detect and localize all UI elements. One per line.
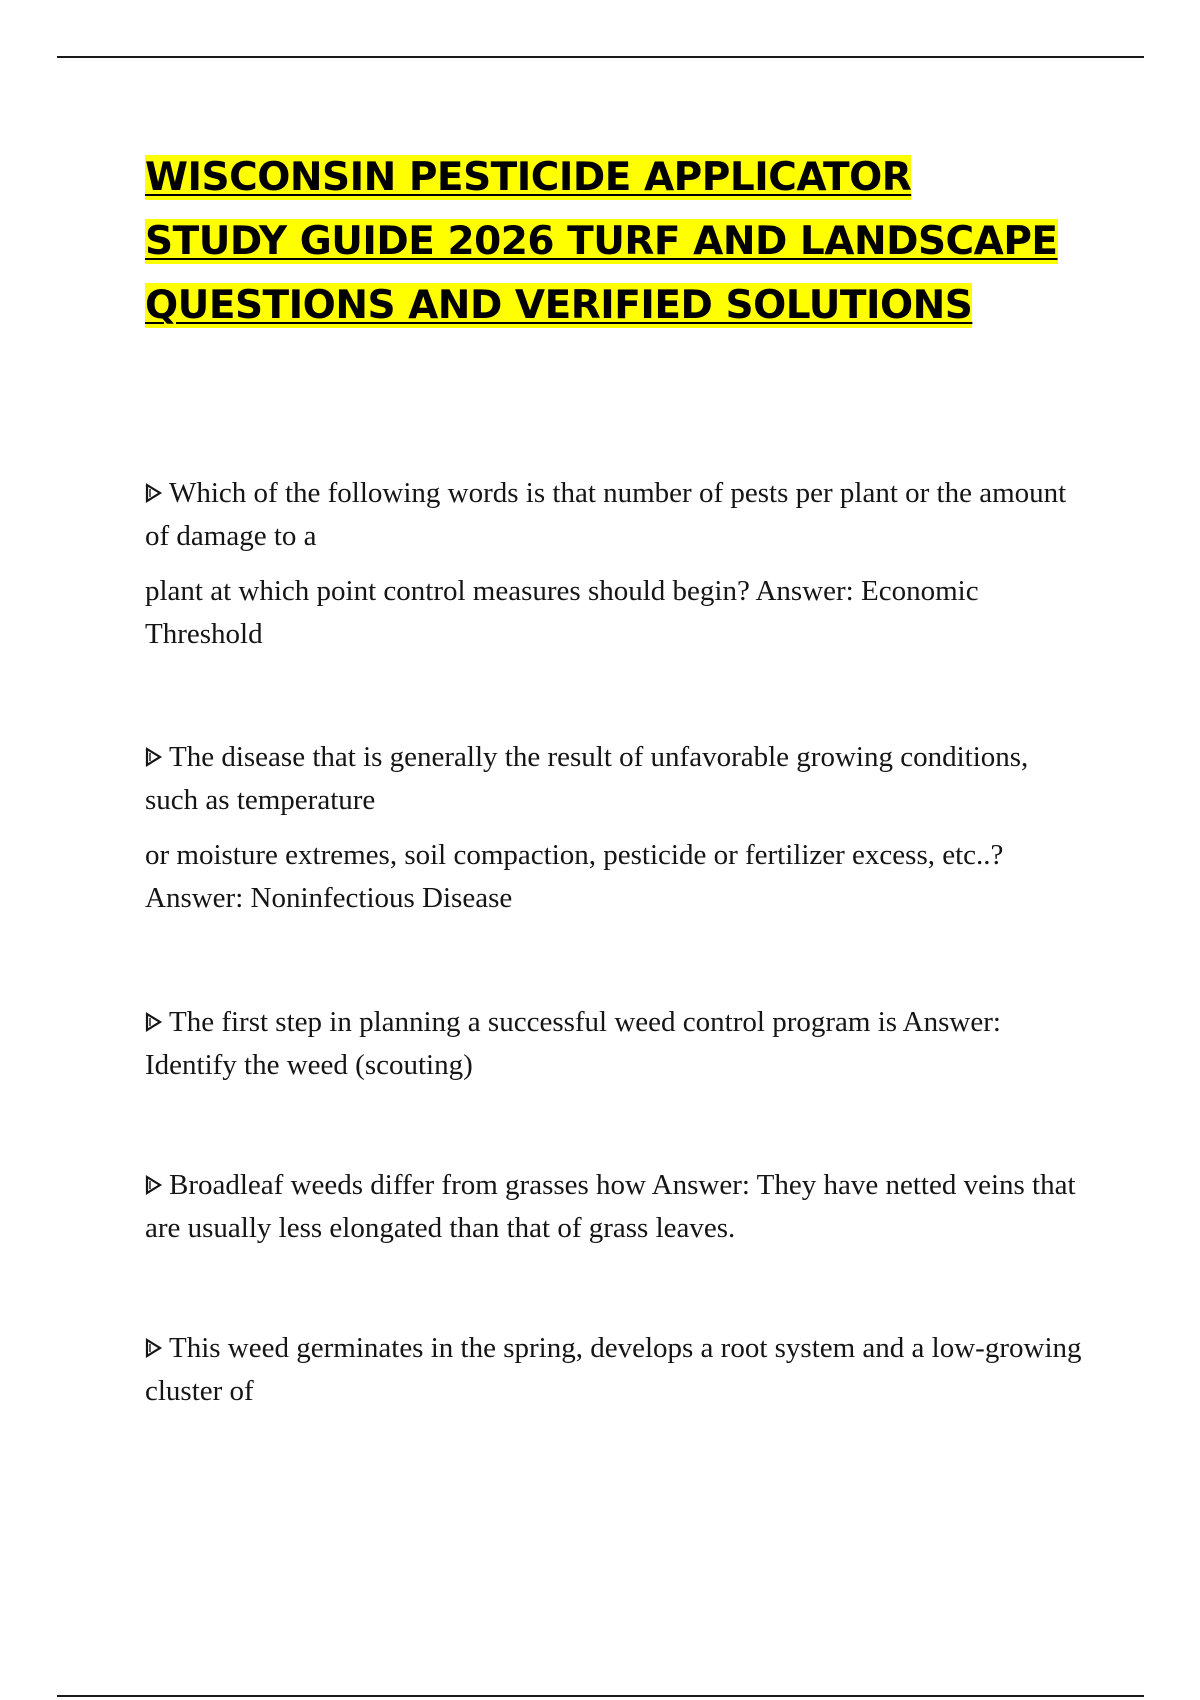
answer-text: or moisture extremes, soil compaction, pesticide or fertilizer excess, etc..? Answer: Noninfectious Disease [145, 839, 1004, 914]
question-text: Broadleaf weeds differ from grasses how Answer: They have netted veins that are usually less elongated than that of grass leaves. [145, 1169, 1076, 1244]
question-text: The disease that is generally the result of unfavorable growing conditions, such as temperature [145, 741, 1029, 816]
qa-item-2 [145, 736, 1085, 920]
qa-item-3 [145, 1001, 1085, 1087]
title-highlight: WISCONSIN PESTICIDE APPLICATOR STUDY GUIDE 2026 TURF AND LANDSCAPE QUESTIONS AND VERIFIED SOLUTIONS [145, 155, 1058, 328]
triangle-bullet-icon [145, 1011, 163, 1033]
question-text: The first step in planning a successful weed control program is Answer: Identify the weed (scouting) [145, 1006, 1001, 1081]
answer-text: plant at which point control measures should begin? Answer: Economic Threshold [145, 575, 979, 650]
question-text: This weed germinates in the spring, develops a root system and a low-growing cluster of [145, 1332, 1082, 1407]
bottom-rule [57, 1695, 1144, 1697]
triangle-bullet-icon [145, 1337, 163, 1359]
question-text: Which of the following words is that number of pests per plant or the amount of damage to a [145, 477, 1067, 552]
triangle-bullet-icon [145, 746, 163, 768]
document-title [145, 146, 1065, 338]
triangle-bullet-icon [145, 1174, 163, 1196]
triangle-bullet-icon [145, 482, 163, 504]
qa-item-1 [145, 472, 1085, 656]
top-rule [57, 56, 1144, 58]
qa-item-4 [145, 1164, 1085, 1250]
qa-item-5 [145, 1327, 1085, 1413]
